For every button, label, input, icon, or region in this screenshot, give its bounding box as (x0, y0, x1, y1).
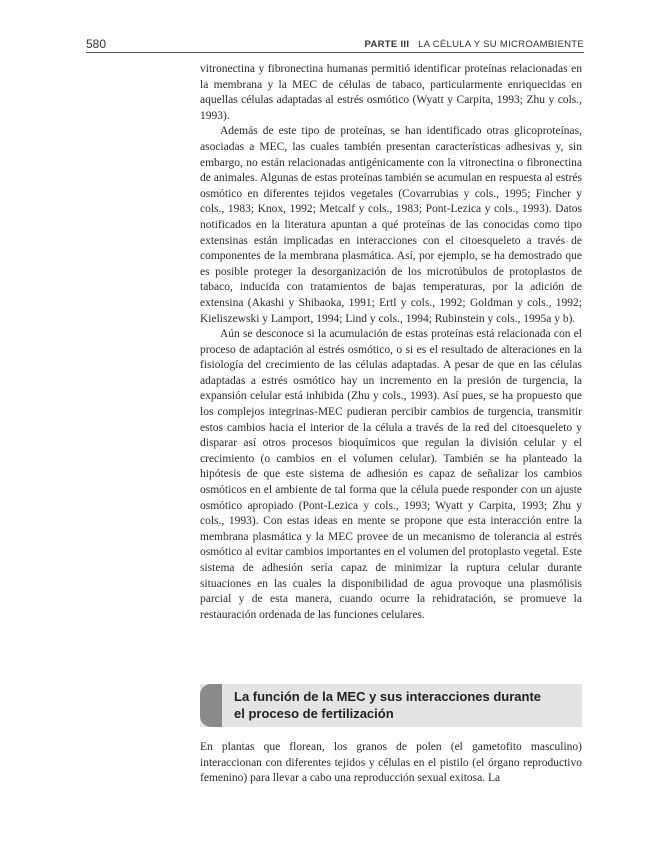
section-body (200, 740, 582, 787)
chapter-title: LA CÉLULA Y SU MICROAMBIENTE (418, 39, 584, 50)
paragraph-fertilization: En plantas que florean, los granos de polen (el gametofito masculino) interaccionan con diferentes tejidos y células en el pistilo (el órgano reproductivo femenino) para llevar a cabo una reproducción sexual exitosa. La (200, 741, 582, 785)
part-label: PARTE III (364, 39, 410, 50)
body-text (200, 62, 582, 623)
paragraph-osmotic-adaptation: Aún se desconoce si la acumulación de estas proteínas está relacionada con el proceso de adaptación al estrés osmótico, o si es el resultado de alteraciones en la fisiología del crecimiento de las células adaptadas. A pesar de que en las células adaptadas a estrés osmótico hay un incremento en la presión de turgencia, la expansión celular está inhibida (Zhu y cols., 1993). Así pues, se ha propuesto que los complejos integrinas-MEC pudieran percibir cambios de turgencia, transmitir estos cambios hacia el interior de la célula a través de la red del citoesqueleto y disparar así otros procesos bioquímicos que regulan la división celular y el crecimiento (o cambios en el volumen celular). También se ha planteado la hipótesis de que este sistema de adhesión es capaz de señalizar los cambios osmóticos en el ambiente de tal forma que la célula puede responder con un ajuste osmótico apropiado (Pont-Lezica y cols., 1993; Wyatt y Carpita, 1993; Zhu y cols., 1993). Con estas ideas en mente se propone que esta interacción entre la membrana plasmática y la MEC provee de un mecanismo de tolerancia al estrés osmótico al evitar cambios importantes en el volumen del protoplasto vegetal. Este sistema de adhesión sería capaz de minimizar la ruptura celular durante situaciones en las cuales la disponibilidad de agua provoque una plasmólisis parcial y de esta manera, cuando ocurre la rehidratación, se promueve la restauración ordenada de las funciones celulares. (200, 328, 582, 621)
section-title-line2: el proceso de fertilización (234, 706, 394, 721)
paragraph-continued: vitronectina y fibronectina humanas permitió identificar proteínas relacionadas en la membrana y la MEC de células de tabaco, particularmente enriquecidas en aquellas células adaptadas al estrés osmótico (Wyatt y Carpita, 1993; Zhu y cols., 1993). (200, 63, 582, 122)
paragraph-glycoproteins: Además de este tipo de proteínas, se han identificado otras glicoproteínas, asociadas a MEC, las cuales también presentan características adhesivas y, sin embargo, no están relacionadas antigénicamente con la vitronectina o fibronectina de animales. Algunas de estas proteínas también se acumulan en respuesta al estrés osmótico en diferentes tejidos vegetales (Covarrubias y cols., 1995; Fincher y cols., 1983; Knox, 1992; Metcalf y cols., 1983; Pont-Lezica y cols., 1993). Datos notificados en la literatura apuntan a qué proteínas de las conocidas como tipo extensinas están implicadas en interacciones con el citoesqueleto a través de componentes de la membrana plasmática. Así, por ejemplo, se ha demostrado que es posible proteger la desorganización de los microtúbulos de protoplastos de tabaco, inducida con tratamientos de bajas temperaturas, por la adición de extensina (Akashi y Shibaoka, 1991; Ertl y cols., 1992; Goldman y cols., 1992; Kieliszewski y Lamport, 1994; Lind y cols., 1994; Rubinstein y cols., 1995a y b). (200, 125, 582, 325)
section-title (234, 688, 574, 722)
section-title-line1: La función de la MEC y sus interacciones durante (234, 689, 542, 704)
running-header (86, 37, 584, 53)
page-number: 580 (86, 37, 107, 51)
running-head (365, 39, 584, 50)
heading-marker (200, 684, 222, 727)
section-heading (200, 684, 582, 727)
header-rule (86, 52, 584, 53)
